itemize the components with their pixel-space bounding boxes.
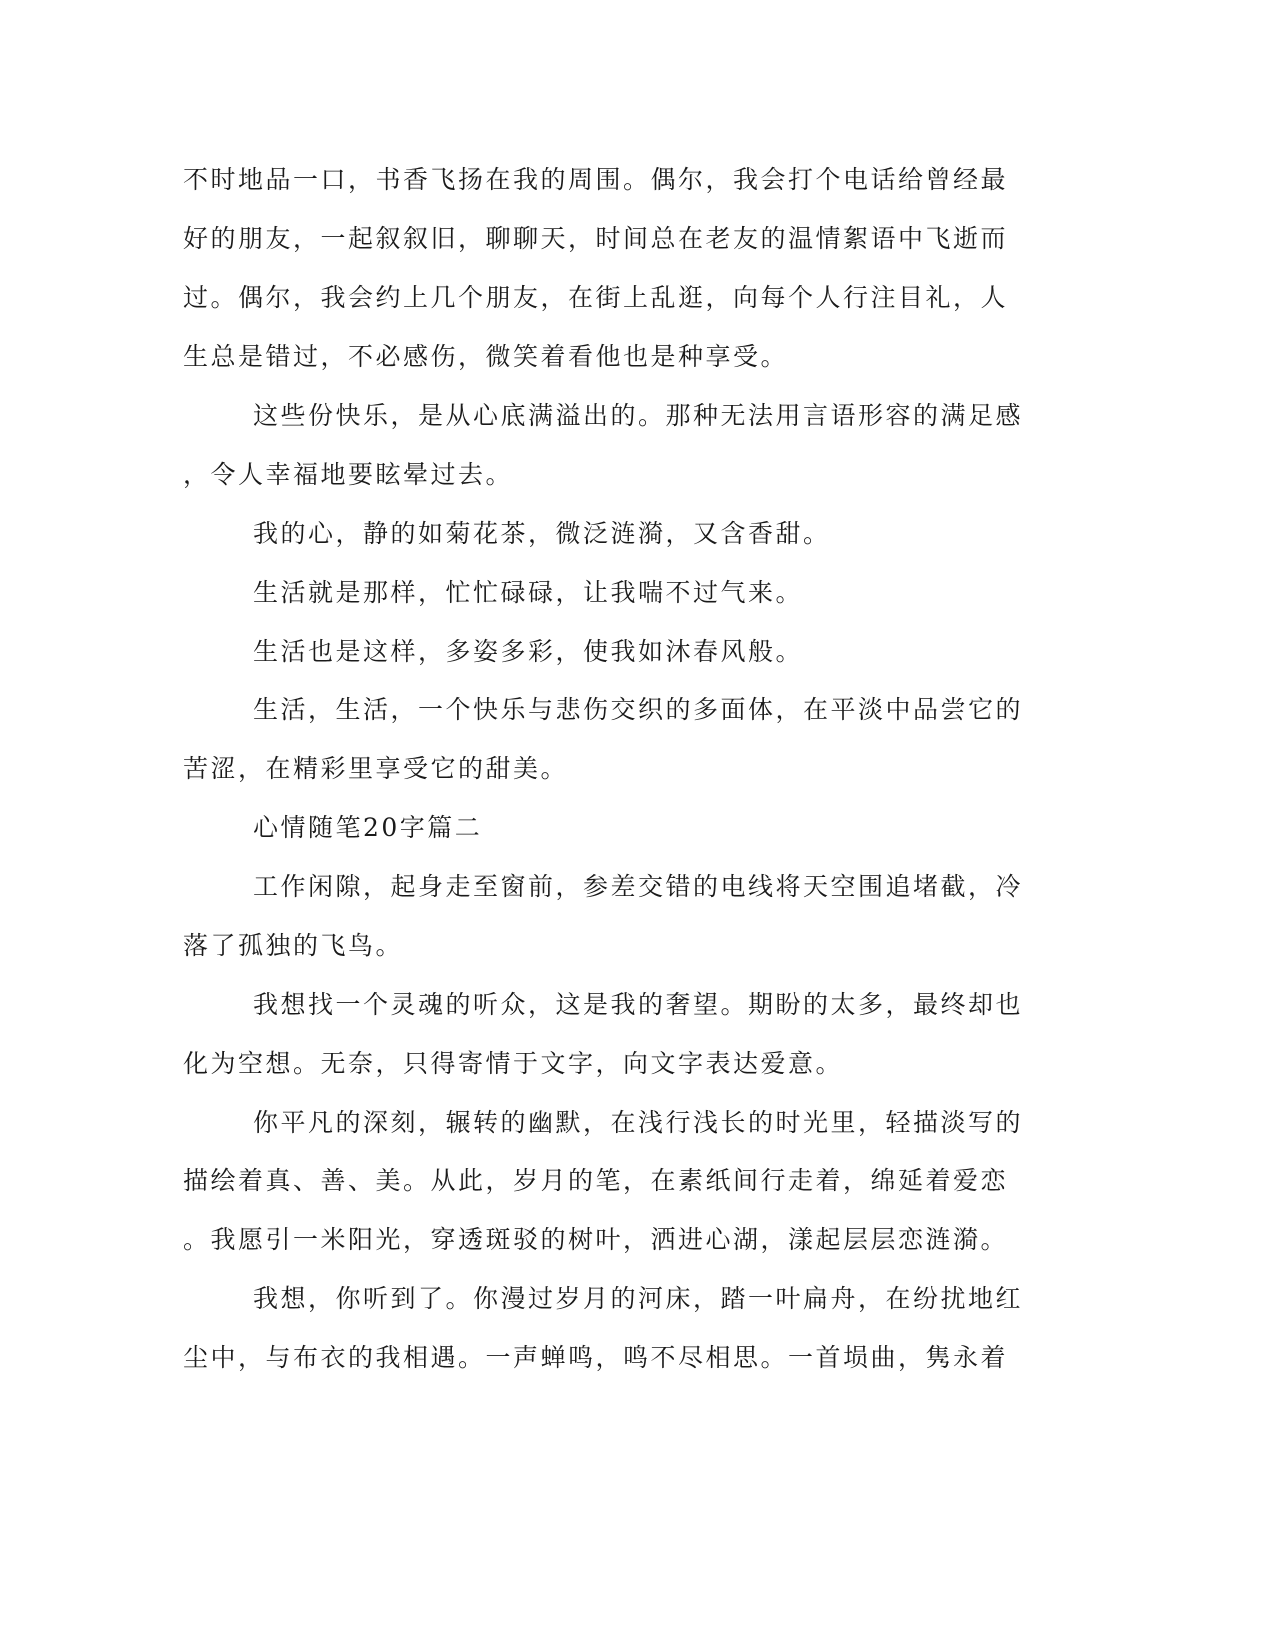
text-line: 苦涩，在精彩里享受它的甜美。 (183, 754, 569, 783)
text-line: 我的心，静的如菊花茶，微泛涟漪，又含香甜。 (253, 519, 831, 548)
text-line: 尘中，与布衣的我相遇。一声蝉鸣，鸣不尽相思。一首埙曲，隽永着 (183, 1343, 1009, 1372)
text-line: 工作闲隙，起身走至窗前，参差交错的电线将天空围追堵截，冷 (253, 872, 1024, 901)
text-line: 好的朋友，一起叙叙旧，聊聊天，时间总在老友的温情絮语中飞逝而 (183, 224, 1009, 253)
text-line: 化为空想。无奈，只得寄情于文字，向文字表达爱意。 (183, 1049, 844, 1078)
text-line: 过。偶尔，我会约上几个朋友，在街上乱逛，向每个人行注目礼，人 (183, 283, 1009, 312)
text-line: 生活也是这样，多姿多彩，使我如沐春风般。 (253, 637, 804, 666)
text-line: 生活就是那样，忙忙碌碌，让我喘不过气来。 (253, 578, 804, 607)
text-line: 不时地品一口，书香飞扬在我的周围。偶尔，我会打个电话给曾经最 (183, 165, 1009, 194)
text-line: 。我愿引一米阳光，穿透斑驳的树叶，洒进心湖，漾起层层恋涟漪。 (183, 1225, 1009, 1254)
text-line: 描绘着真、善、美。从此，岁月的笔，在素纸间行走着，绵延着爱恋 (183, 1166, 1009, 1195)
text-line: 生总是错过，不必感伤，微笑着看他也是种享受。 (183, 342, 789, 371)
text-line: 我想找一个灵魂的听众，这是我的奢望。期盼的太多，最终却也 (253, 990, 1024, 1019)
text-line: 我想，你听到了。你漫过岁月的河床，踏一叶扁舟，在纷扰地红 (253, 1284, 1024, 1313)
text-line: 生活，生活，一个快乐与悲伤交织的多面体，在平淡中品尝它的 (253, 695, 1024, 724)
text-line: ，令人幸福地要眩晕过去。 (183, 460, 514, 489)
section-heading: 心情随笔20字篇二 (253, 813, 483, 842)
text-line: 这些份快乐，是从心底满溢出的。那种无法用言语形容的满足感 (253, 401, 1024, 430)
text-line: 你平凡的深刻，辗转的幽默，在浅行浅长的时光里，轻描淡写的 (253, 1108, 1024, 1137)
text-line: 落了孤独的飞鸟。 (183, 931, 404, 960)
